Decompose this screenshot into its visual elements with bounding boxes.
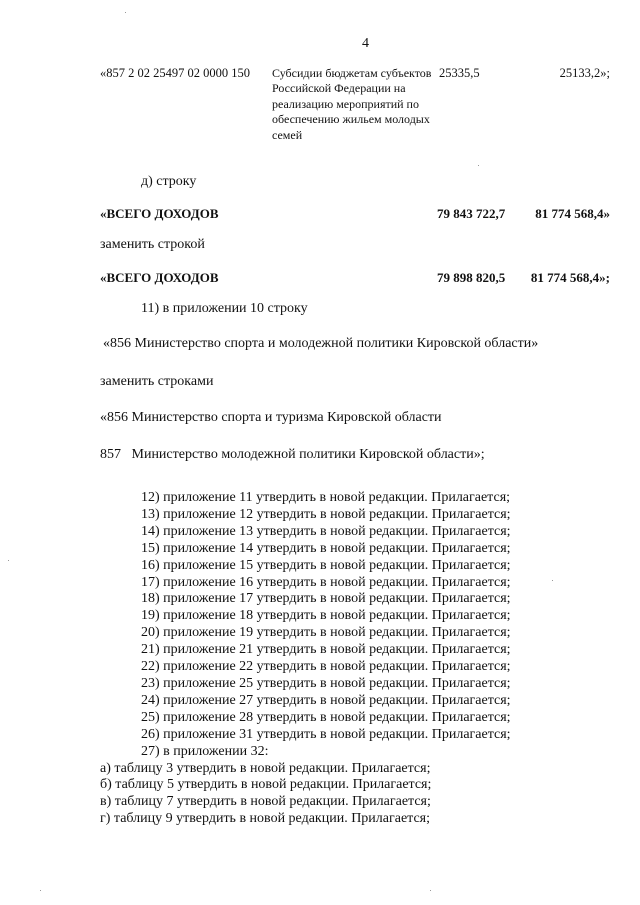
amendment-list <box>100 490 511 828</box>
budget-value-2: 25133,2»; <box>559 66 610 80</box>
line-856-old: «856 Министерство спорта и молодежной политики Кировской области» <box>103 336 539 351</box>
budget-code: «857 2 02 25497 02 0000 150 <box>100 66 250 80</box>
line-856-new: «856 Министерство спорта и туризма Кировской области <box>100 410 442 425</box>
sub-item: а) таблицу 3 утвердить в новой редакции. Прилагается; <box>100 760 431 776</box>
scan-speck <box>430 890 431 891</box>
total-new-value-2: 81 774 568,4»; <box>530 270 610 285</box>
page-number: 4 <box>362 36 369 51</box>
total-old-value-2: 81 774 568,4» <box>535 206 610 221</box>
list-item: 18) приложение 17 утвердить в новой редакции. Прилагается; <box>141 591 511 607</box>
scan-speck <box>478 165 479 166</box>
total-new-value-1: 79 898 820,5 <box>437 270 506 285</box>
list-item: 19) приложение 18 утвердить в новой редакции. Прилагается; <box>141 608 511 624</box>
sub-item: в) таблицу 7 утвердить в новой редакции. Прилагается; <box>100 794 431 810</box>
list-item: 14) приложение 13 утвердить в новой редакции. Прилагается; <box>141 523 511 539</box>
list-item: 13) приложение 12 утвердить в новой редакции. Прилагается; <box>141 506 511 522</box>
total-old-label: «ВСЕГО ДОХОДОВ <box>100 206 219 221</box>
scan-speck <box>125 12 126 13</box>
total-new-label: «ВСЕГО ДОХОДОВ <box>100 270 219 285</box>
budget-value-1: 25335,5 <box>439 66 480 80</box>
sub-item: г) таблицу 9 утвердить в новой редакции. Прилагается; <box>100 811 431 827</box>
item-d: д) строку <box>141 174 197 189</box>
scan-speck <box>40 890 41 891</box>
list-item: 22) приложение 22 утвердить в новой редакции. Прилагается; <box>141 659 511 675</box>
sub-item: б) таблицу 5 утвердить в новой редакции. Прилагается; <box>100 777 432 793</box>
list-item: 21) приложение 21 утвердить в новой редакции. Прилагается; <box>141 642 511 658</box>
list-item: 25) приложение 28 утвердить в новой редакции. Прилагается; <box>141 709 511 725</box>
list-item: 15) приложение 14 утвердить в новой редакции. Прилагается; <box>141 540 511 556</box>
list-item: 16) приложение 15 утвердить в новой редакции. Прилагается; <box>141 557 511 573</box>
scan-speck <box>8 560 9 561</box>
scan-speck <box>552 580 553 581</box>
list-item: 24) приложение 27 утвердить в новой редакции. Прилагается; <box>141 692 511 708</box>
list-item: 20) приложение 19 утвердить в новой редакции. Прилагается; <box>141 625 511 641</box>
list-item: 26) приложение 31 утвердить в новой редакции. Прилагается; <box>141 726 511 742</box>
list-item: 23) приложение 25 утвердить в новой редакции. Прилагается; <box>141 675 511 691</box>
list-item: 27) в приложении 32: <box>141 743 269 759</box>
replace-with-row: заменить строкой <box>100 237 205 252</box>
line-857: 857 Министерство молодежной политики Кировской области»; <box>100 447 485 462</box>
item-11: 11) в приложении 10 строку <box>141 301 308 316</box>
list-item: 12) приложение 11 утвердить в новой редакции. Прилагается; <box>141 490 511 505</box>
budget-description: Субсидии бюджетам субъектов Российской Федерации на реализацию мероприятий по обеспечению жильем молодых семей <box>272 66 432 142</box>
replace-with-rows: заменить строками <box>100 374 214 389</box>
list-item: 17) приложение 16 утвердить в новой редакции. Прилагается; <box>141 574 511 590</box>
total-old-value-1: 79 843 722,7 <box>437 206 506 221</box>
